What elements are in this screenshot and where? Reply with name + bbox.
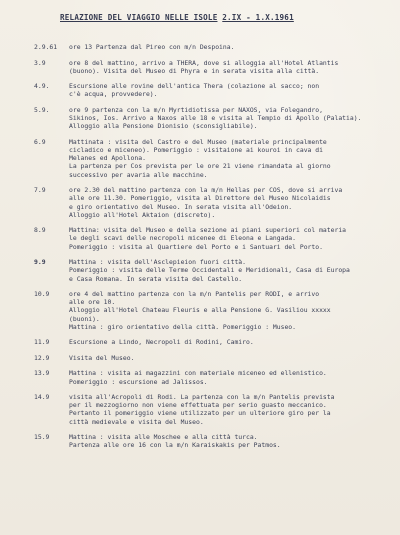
entry-line: c'è acqua, provvedere).: [69, 90, 158, 99]
entry-line: città medievale e visita del Museo.: [69, 417, 204, 426]
entry-line: Escursione alle rovine dell'antica Thera (colazione al sacco; non: [69, 82, 320, 91]
entry-text: [69, 106, 394, 131]
entry-line: alle ore 10.: [69, 298, 116, 307]
itinerary-list: [34, 43, 394, 457]
itinerary-entry: [34, 393, 394, 426]
entry-line: Alloggio alla Pensione Dionisio (sconsigliabile).: [69, 122, 258, 131]
itinerary-entry: [34, 369, 394, 385]
entry-line: Mattinata : visita del Castro e del Museo (materiale principalmente: [69, 137, 327, 146]
entry-line: Escursione a Lindo, Necropoli di Rodini, Camiro.: [69, 338, 254, 347]
entry-text: [69, 433, 394, 449]
entry-date: 3.9: [34, 58, 46, 67]
entry-text: [69, 226, 394, 251]
entry-line: Alloggio all'Hotel Chateau Fleuris e alla Pensione G. Vasiliou xxxxx: [69, 306, 331, 315]
entry-date: 6.9: [34, 137, 46, 146]
entry-line: Alloggio all'Hotel Aktaion (discreto).: [69, 210, 216, 219]
entry-line: Visita del Museo.: [69, 353, 135, 362]
entry-line: Mattina : visita dell'Asclepieion fuori città.: [69, 258, 246, 267]
entry-line: visita all'Acropoli di Rodi. La partenza con la m/n Pantelis prevista: [69, 393, 335, 402]
itinerary-entry: [34, 226, 394, 251]
itinerary-entry: [34, 290, 394, 331]
entry-date: 2.9.61: [34, 43, 58, 51]
entry-line: ore 8 del mattino, arrivo a THERA, dove si alloggia all'Hotel Atlantis: [69, 58, 339, 67]
itinerary-entry: [34, 106, 394, 131]
entry-date: 4.9.: [34, 82, 50, 91]
entry-date: 10.9: [34, 290, 50, 299]
entry-line: ore 9 partenza con la m/n Myrtidiotissa per NAXOS, via Folegandro,: [69, 105, 323, 114]
entry-line: Pomeriggio : escursione ad Jalissos.: [69, 377, 208, 386]
entry-date: 5.9.: [34, 105, 50, 114]
entry-text: [69, 369, 394, 385]
entry-line: ore 4 del mattino partenza con la m/n Pantelis per RODI, e arrivo: [69, 290, 320, 299]
itinerary-entry: [34, 433, 394, 449]
entry-text: [69, 82, 394, 98]
entry-line: Pomeriggio : visita al Quartiere del Porto e i Santuari del Porto.: [69, 242, 323, 251]
entry-text: [69, 354, 394, 362]
entry-text: [69, 258, 394, 283]
entry-text: [69, 393, 394, 426]
document-title: [60, 13, 380, 22]
entry-line: le degli scavi delle necropoli micenee di Eleona e Langada.: [69, 234, 297, 243]
itinerary-entry: [34, 43, 394, 51]
itinerary-entry: [34, 82, 394, 98]
entry-date: 7.9: [34, 186, 46, 195]
itinerary-entry: [34, 354, 394, 362]
entry-line: Partenza alle ore 16 con la m/n Karaiskakis per Patmos.: [69, 441, 281, 450]
entry-text: [69, 59, 394, 75]
entry-line: Sikinos, Ios. Arrivo a Naxos alle 18 e visita al Tempio di Apollo (Palatia).: [69, 114, 362, 123]
entry-line: Mattina : visita alle Moschee e alla città turca.: [69, 433, 258, 442]
entry-date: 8.9: [34, 226, 46, 235]
entry-date: 9.9: [34, 258, 46, 267]
entry-line: Melanes ed Apollona.: [69, 154, 146, 163]
entry-line: Mattina : giro orientativo della città. Pomeriggio : Museo.: [69, 322, 297, 331]
itinerary-entry: [34, 186, 394, 219]
title-dates: 2.IX - 1.X.1961: [222, 13, 294, 22]
entry-date: 15.9: [34, 433, 50, 442]
entry-line: Mattina : visita ai magazzini con materiale miceneo ed ellenistico.: [69, 369, 327, 378]
entry-line: e giro orientativo del Museo. In serata visita all'Odeion.: [69, 202, 293, 211]
entry-line: Pomeriggio : visita delle Terme Occidentali e Meridionali, Casa di Europa: [69, 266, 350, 275]
title-main: RELAZIONE DEL VIAGGIO NELLE ISOLE: [60, 13, 218, 22]
entry-text: [69, 290, 394, 331]
entry-line: e Casa Romana. In serata visita del Castello.: [69, 274, 243, 283]
entry-date: 13.9: [34, 369, 50, 378]
entry-line: (buono). Visita del Museo di Phyra e in serata visita alla città.: [69, 66, 320, 75]
entry-line: alle ore 11.30. Pomeriggio, visita al Direttore del Museo Nicolaidis: [69, 194, 331, 203]
entry-date: 12.9: [34, 353, 50, 362]
entry-text: [69, 43, 394, 51]
itinerary-entry: [34, 258, 394, 283]
itinerary-entry: [34, 138, 394, 179]
entry-line: successivo per avaria alle macchine.: [69, 170, 208, 179]
entry-line: per il mezzogiorno non viene effettuata per serio guasto meccanico.: [69, 401, 327, 410]
entry-date: 14.9: [34, 393, 50, 402]
itinerary-entry: [34, 338, 394, 346]
entry-line: Mattina: visita del Museo e della sezione ai piani superiori col materia: [69, 226, 347, 235]
entry-date: 11.9: [34, 338, 50, 347]
itinerary-entry: [34, 59, 394, 75]
entry-line: cicladico e miceneo). Pomeriggio : visitaione ai kouroi in cava di: [69, 146, 323, 155]
entry-line: ore 2.30 del mattino partenza con la m/n Hellas per COS, dove si arriva: [69, 186, 343, 195]
entry-text: [69, 138, 394, 179]
entry-text: [69, 338, 394, 346]
entry-line: Pertanto il pomeriggio viene utilizzato per un ulteriore giro per la: [69, 409, 331, 418]
entry-line: (buoni).: [69, 314, 100, 323]
entry-text: [69, 186, 394, 219]
entry-line: ore 13 Partenza dal Pireo con m/n Despoina.: [69, 43, 235, 51]
entry-line: La partenza per Cos prevista per le ore 21 viene rimandata al giorno: [69, 162, 331, 171]
